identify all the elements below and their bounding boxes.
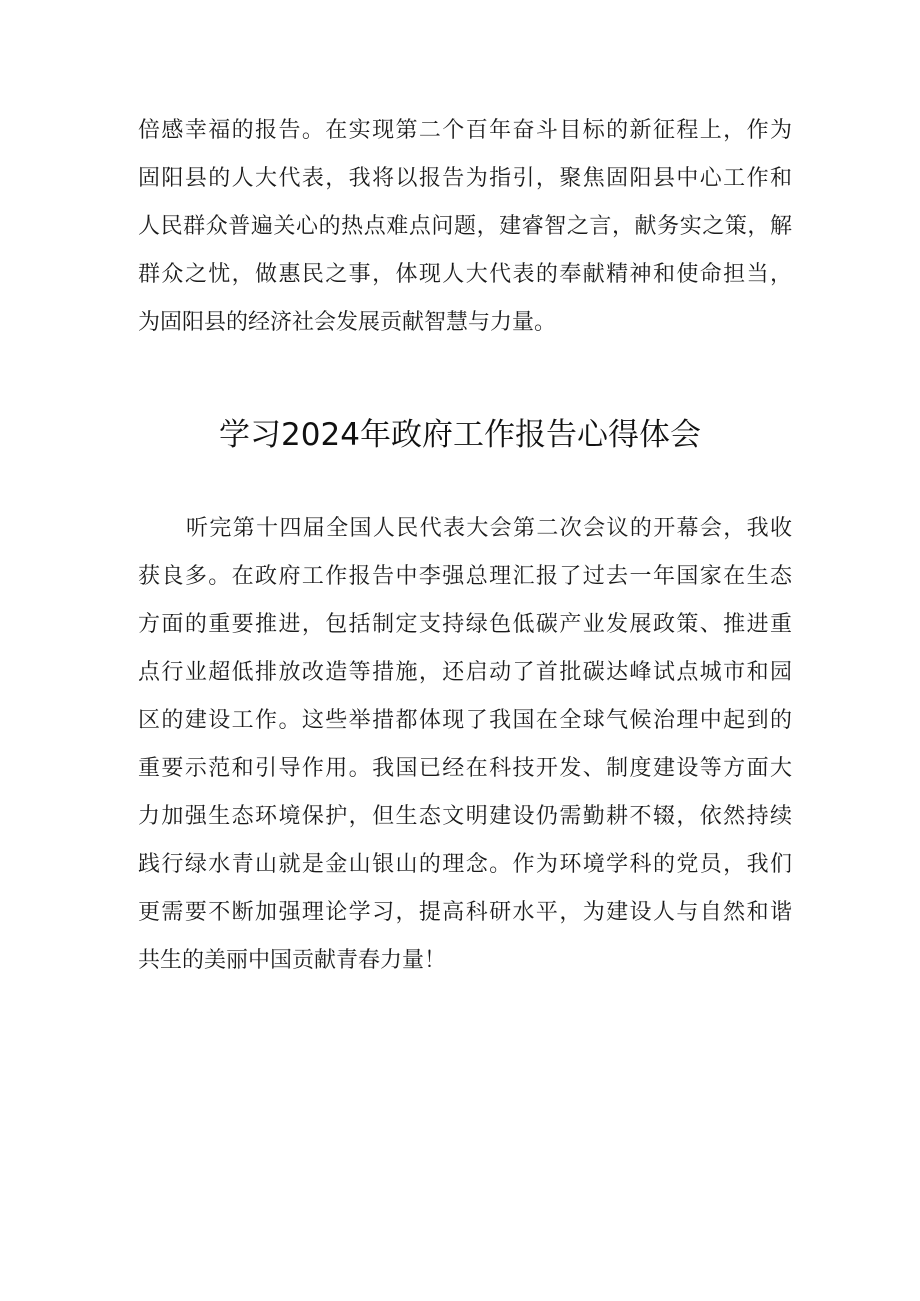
body-line: 听完第十四届全国人民代表大会第二次会议的开幕会，我收 bbox=[186, 516, 792, 541]
body-line: 获良多。在政府工作报告中李强总理汇报了过去一年国家在生态 bbox=[138, 564, 792, 589]
body-line: 点行业超低排放改造等措施，还启动了首批碳达峰试点城市和园 bbox=[138, 660, 792, 685]
body-line: 共生的美丽中国贡献青春力量！ bbox=[138, 948, 447, 973]
body-line: 区的建设工作。这些举措都体现了我国在全球气候治理中起到的 bbox=[138, 708, 792, 733]
intro-line: 固阳县的人大代表，我将以报告为指引，聚焦固阳县中心工作和 bbox=[138, 166, 792, 191]
body-line: 更需要不断加强理论学习，提高科研水平，为建设人与自然和谐 bbox=[138, 900, 792, 925]
article-title: 学习2024年政府工作报告心得体会 bbox=[219, 417, 701, 453]
intro-line: 群众之忧，做惠民之事，体现人大代表的奉献精神和使命担当， bbox=[138, 262, 792, 287]
body-line: 方面的重要推进，包括制定支持绿色低碳产业发展政策、推进重 bbox=[138, 612, 792, 637]
intro-line: 为固阳县的经济社会发展贡献智慧与力量。 bbox=[138, 310, 557, 335]
body-line: 重要示范和引导作用。我国已经在科技开发、制度建设等方面大 bbox=[138, 756, 792, 781]
intro-line: 倍感幸福的报告。在实现第二个百年奋斗目标的新征程上，作为 bbox=[138, 118, 792, 143]
body-line: 力加强生态环境保护，但生态文明建设仍需勤耕不辍，依然持续 bbox=[138, 804, 792, 829]
body-line: 践行绿水青山就是金山银山的理念。作为环境学科的党员，我们 bbox=[138, 852, 792, 877]
intro-line: 人民群众普遍关心的热点难点问题，建睿智之言，献务实之策，解 bbox=[138, 214, 792, 239]
